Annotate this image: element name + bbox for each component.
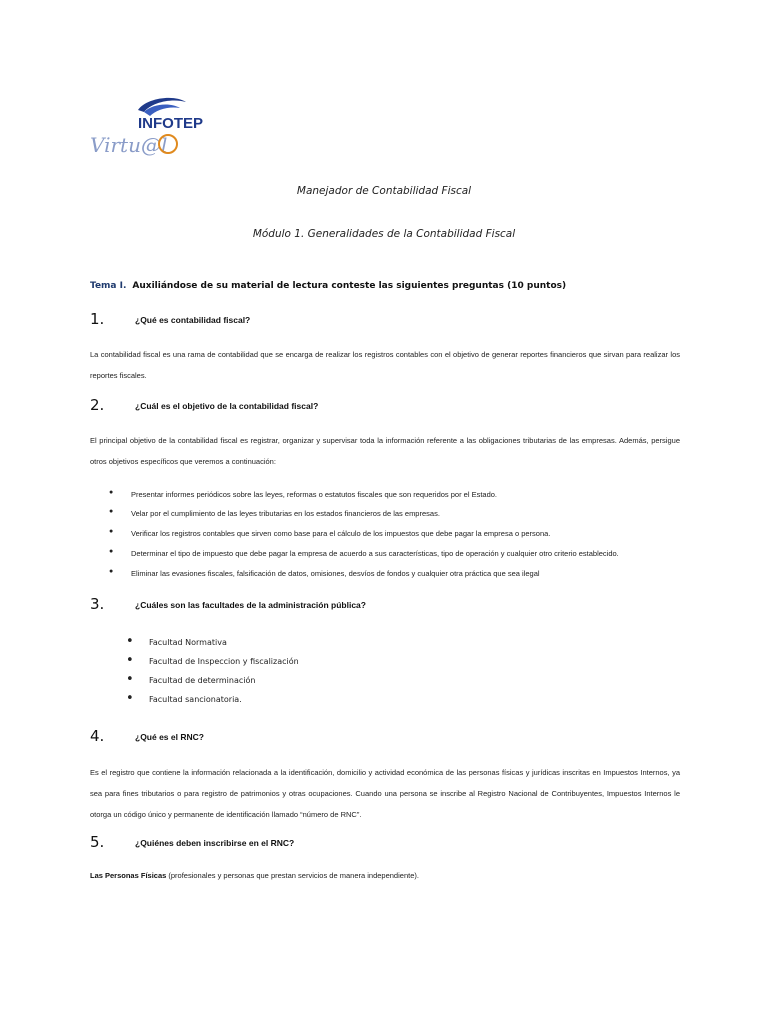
answer-5-text: (profesionales y personas que prestan servicios de manera independiente). <box>166 871 419 880</box>
question-number: 2. <box>90 396 105 414</box>
question-title: ¿Qué es contabilidad fiscal? <box>135 315 251 325</box>
list-item: ● Presentar informes periódicos sobre las leyes, reformas o estatutos fiscales que son requeridos por el Estado. <box>109 489 498 499</box>
answer-5-bold: Las Personas Físicas <box>90 871 167 880</box>
answer-1: La contabilidad fiscal es una rama de contabilidad que se encarga de realizar los registros contables con el objetivo de generar reportes financieros que sirvan para realizar los reportes fiscales. <box>90 350 680 380</box>
list-item: • Facultad Normativa <box>126 634 227 649</box>
question-number: 1. <box>90 310 105 328</box>
list-item: • Facultad de Inspeccion y fiscalización <box>126 653 299 668</box>
answer-2: El principal objetivo de la contabilidad fiscal es registrar, organizar y supervisar toda la información referente a las obligaciones tributarias de las empresas. Además, persigue otros objetivos específicos que veremos a continuación: <box>90 436 680 466</box>
list-item: ● Verificar los registros contables que sirven como base para el cálculo de los impuestos que debe pagar la empresa o persona. <box>109 528 551 538</box>
question-number: 3. <box>90 595 105 613</box>
document-title: Manejador de Contabilidad Fiscal <box>296 185 472 197</box>
question-title: ¿Cuál es el objetivo de la contabilidad fiscal? <box>135 401 319 411</box>
answer-4: Es el registro que contiene la información relacionada a la identificación, domicilio y actividad económica de las personas físicas y jurídicas inscritas en Impuestos Internos, ya sea para fines tributarios o para registro de patrimonios y otras ocupaciones. Cuando una persona se inscribe al Registro Nacional de Contribuyentes, Impuestos Internos le otorga un código único y permanente de identificación llamado “número de RNC”. <box>90 768 680 819</box>
list-item: ● Determinar el tipo de impuesto que debe pagar la empresa de acuerdo a sus características, tipo de operación y cualquier otro criterio establecido. <box>109 548 619 558</box>
answer-5 <box>90 871 419 880</box>
infotep-virtual-logo <box>86 92 206 162</box>
question-number: 5. <box>90 833 105 851</box>
logo-script-text: Virtu@l <box>90 133 168 157</box>
tema-instruction: Auxiliándose de su material de lectura conteste las siguientes preguntas (10 puntos) <box>132 281 567 291</box>
logo-text: INFOTEP <box>138 115 204 132</box>
question-title: ¿Quiénes deben inscribirse en el RNC? <box>135 838 295 848</box>
module-title: Módulo 1. Generalidades de la Contabilidad Fiscal <box>252 228 516 240</box>
list-item: • Facultad de determinación <box>126 672 256 687</box>
tema-label: Tema I. <box>90 281 127 291</box>
question-title: ¿Qué es el RNC? <box>135 732 204 742</box>
question-title: ¿Cuáles son las facultades de la administración pública? <box>135 600 366 610</box>
list-item: ● Velar por el cumplimiento de las leyes tributarias en los estados financieros de las empresas. <box>109 508 440 518</box>
list-item: ● Eliminar las evasiones fiscales, falsificación de datos, omisiones, desvíos de fondos y cualquier otra práctica que sea ilegal <box>109 568 540 578</box>
question-number: 4. <box>90 727 105 745</box>
logo-graphic <box>86 92 206 162</box>
tema-heading <box>90 281 566 291</box>
list-item: • Facultad sancionatoria. <box>126 691 242 706</box>
